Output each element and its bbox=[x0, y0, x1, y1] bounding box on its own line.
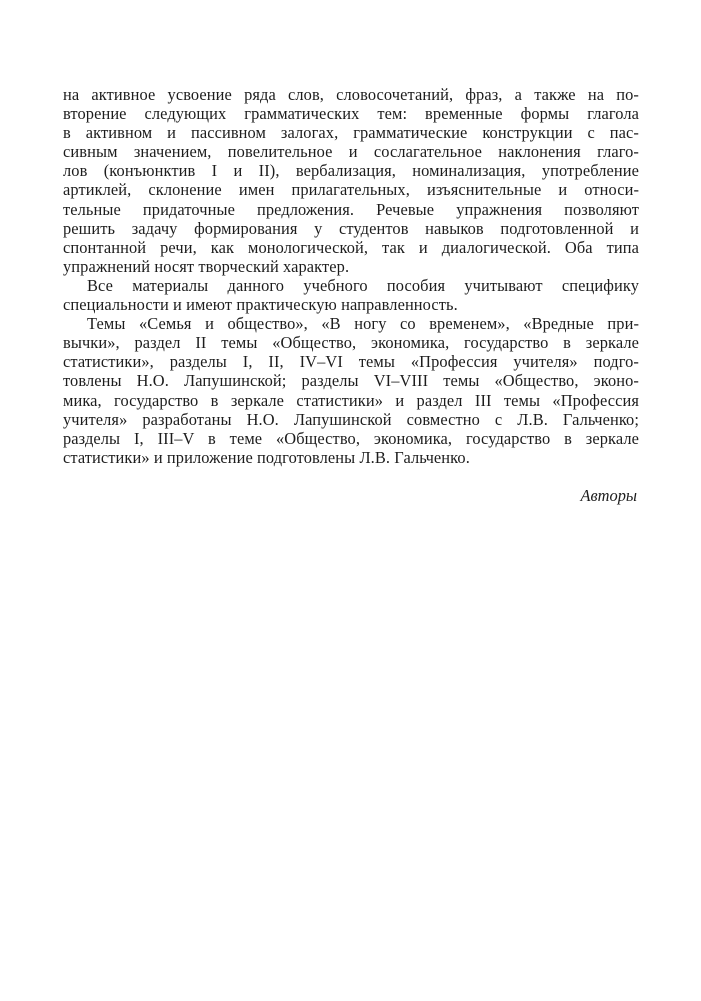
text-line: учителя» разработаны Н.О. Лапушинской совместно с Л.В. Гальченко; bbox=[63, 409, 639, 429]
text-line: статистики» и приложение подготовлены Л.В. Гальченко. bbox=[63, 447, 470, 467]
text-block bbox=[63, 85, 639, 505]
text-line: мика, государство в зеркале статистики» и раздел III темы «Профессия bbox=[63, 390, 639, 410]
text-line: специальности и имеют практическую направленность. bbox=[63, 295, 458, 315]
text-line: артиклей, склонение имен прилагательных, изъяснительные и относи- bbox=[63, 180, 639, 200]
text-line: лов (конъюнктив I и II), вербализация, номинализация, употребление bbox=[63, 161, 639, 181]
text-line: спонтанной речи, как монологической, так и диалогической. Оба типа bbox=[63, 237, 639, 257]
text-line: вычки», раздел II темы «Общество, экономика, государство в зеркале bbox=[63, 333, 639, 353]
text-line: тельные придаточные предложения. Речевые упражнения позволяют bbox=[63, 199, 639, 219]
text-line: разделы I, III–V в теме «Общество, экономика, государство в зеркале bbox=[63, 428, 639, 448]
text-line: сивным значением, повелительное и сослагательное наклонения глаго- bbox=[63, 142, 639, 162]
text-line: на активное усвоение ряда слов, словосочетаний, фраз, а также на по- bbox=[63, 85, 639, 104]
text-line: в активном и пассивном залогах, грамматические конструкции с пас- bbox=[63, 123, 639, 143]
text-line: Темы «Семья и общество», «В ногу со временем», «Вредные при- bbox=[87, 314, 639, 334]
text-line: товлены Н.О. Лапушинской; разделы VI–VIII темы «Общество, эконо- bbox=[63, 371, 639, 391]
text-line: упражнений носят творческий характер. bbox=[63, 256, 350, 276]
paragraph bbox=[63, 276, 639, 314]
author-signature: Авторы bbox=[580, 485, 637, 505]
text-line: решить задачу формирования у студентов навыков подготовленной и bbox=[63, 218, 639, 238]
text-line: статистики», разделы I, II, IV–VI темы «Профессия учителя» подго- bbox=[63, 352, 639, 372]
paragraph bbox=[63, 314, 639, 467]
text-line: Все материалы данного учебного пособия учитывают специфику bbox=[87, 275, 639, 295]
paragraph bbox=[63, 85, 639, 276]
text-line: вторение следующих грамматических тем: временные формы глагола bbox=[63, 104, 639, 124]
